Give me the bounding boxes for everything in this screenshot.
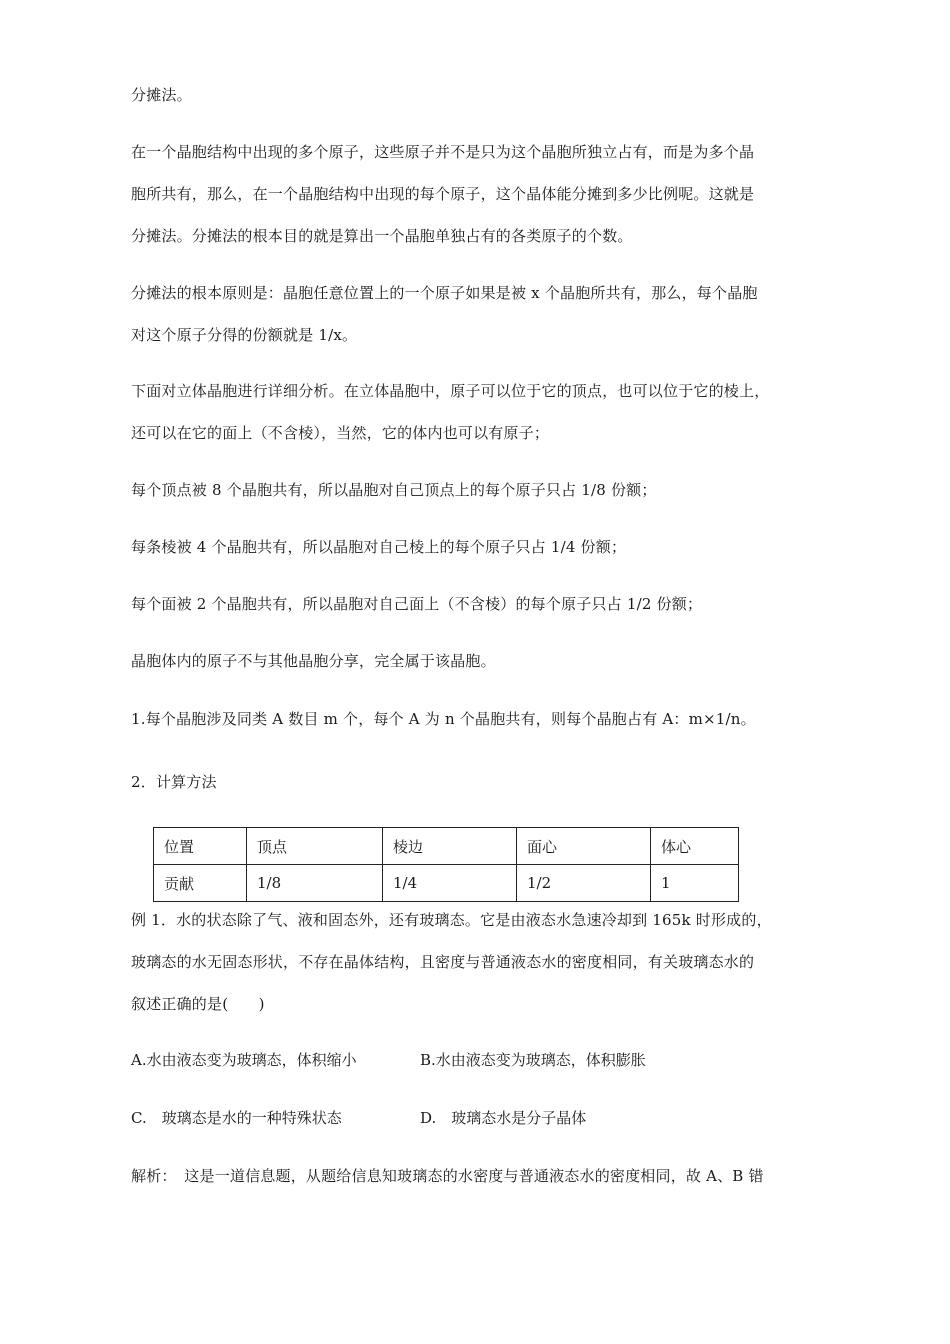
table-cell: 1/8 <box>247 865 383 902</box>
table-row <box>154 828 739 865</box>
table-cell: 顶点 <box>247 828 383 865</box>
example-question-line: 玻璃态的水无固态形状，不存在晶体结构，且密度与普通液态水的密度相同，有关玻璃态水的 <box>131 953 755 971</box>
analysis-line: 解析： 这是一道信息题，从题给信息知玻璃态的水密度与普通液态水的密度相同，故 A、B 错 <box>131 1167 764 1185</box>
paragraph-line: 还可以在它的面上（不含棱），当然，它的体内也可以有原子； <box>131 424 550 442</box>
contribution-table <box>153 827 739 902</box>
paragraph-line: 1.每个晶胞涉及同类 A 数目 m 个，每个 A 为 n 个晶胞共有，则每个晶胞占有 A：m×1/n。 <box>131 710 756 728</box>
table-cell: 位置 <box>154 828 247 865</box>
table-cell: 1 <box>651 865 739 902</box>
option-c: C. 玻璃态是水的一种特殊状态 <box>131 1109 342 1127</box>
paragraph-line: 下面对立体晶胞进行详细分析。在立体晶胞中，原子可以位于它的顶点，也可以位于它的棱上， <box>131 382 770 400</box>
table-cell: 体心 <box>651 828 739 865</box>
paragraph-line: 每条棱被 4 个晶胞共有，所以晶胞对自己棱上的每个原子只占 1/4 份额； <box>131 538 627 556</box>
table-cell: 1/4 <box>383 865 517 902</box>
paragraph-line: 胞所共有，那么，在一个晶胞结构中出现的每个原子，这个晶体能分摊到多少比例呢。这就是 <box>131 185 755 203</box>
table-cell: 贡献 <box>154 865 247 902</box>
table-cell: 面心 <box>517 828 651 865</box>
option-a: A.水由液态变为玻璃态，体积缩小 <box>131 1051 357 1069</box>
paragraph-line: 每个面被 2 个晶胞共有，所以晶胞对自己面上（不含棱）的每个原子只占 1/2 份额； <box>131 595 703 613</box>
paragraph-line: 在一个晶胞结构中出现的多个原子，这些原子并不是只为这个晶胞所独立占有，而是为多个晶 <box>131 143 755 161</box>
paragraph-line: 分摊法的根本原则是：晶胞任意位置上的一个原子如果是被 x 个晶胞所共有，那么，每个晶胞 <box>131 284 758 302</box>
example-question-line: 例 1．水的状态除了气、液和固态外，还有玻璃态。它是由液态水急速冷却到 165k 时形成的， <box>131 911 772 929</box>
example-question-line: 叙述正确的是( ) <box>131 995 265 1013</box>
table-row <box>154 865 739 902</box>
paragraph-line: 晶胞体内的原子不与其他晶胞分享，完全属于该晶胞。 <box>131 652 496 670</box>
option-b: B.水由液态变为玻璃态，体积膨胀 <box>420 1051 646 1069</box>
section-heading: 2．计算方法 <box>131 773 217 791</box>
option-d: D. 玻璃态水是分子晶体 <box>420 1109 587 1127</box>
paragraph-line: 对这个原子分得的份额就是 1/x。 <box>131 326 358 344</box>
paragraph-line: 每个顶点被 8 个晶胞共有，所以晶胞对自己顶点上的每个原子只占 1/8 份额； <box>131 481 657 499</box>
table-cell: 棱边 <box>383 828 517 865</box>
paragraph-line: 分摊法。分摊法的根本目的就是算出一个晶胞单独占有的各类原子的个数。 <box>131 227 633 245</box>
paragraph-intro: 分摊法。 <box>131 86 192 104</box>
table-cell: 1/2 <box>517 865 651 902</box>
